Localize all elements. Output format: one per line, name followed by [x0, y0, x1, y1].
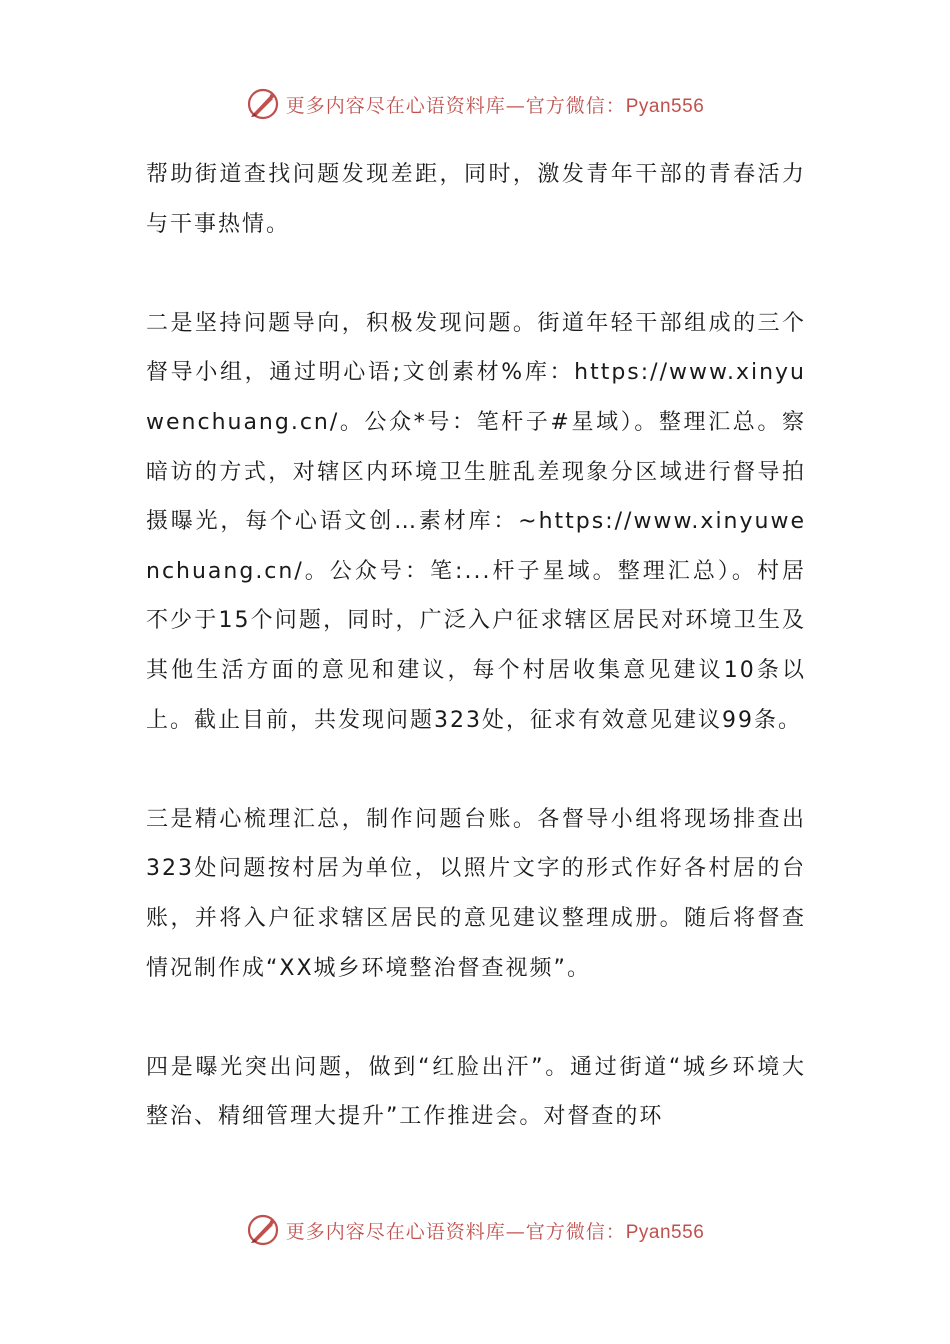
footer-banner	[0, 1210, 950, 1250]
paragraph-2: 二是坚持问题导向，积极发现问题。街道年轻干部组成的三个督导小组，通过明心语;文创素材%库：https://www.xinyuwenchuang.cn/。公众*号：笔杆子#星域）。整理汇总。察暗访的方式，对辖区内环境卫生脏乱差现象分区域进行督导拍摄曝光，每个心语文创…素材库：~https://www.xinyuwenchuang.cn/。公众号：笔:...杆子星域。整理汇总）。村居不少于15个问题，同时，广泛入户征求辖区居民对环境卫生及其他生活方面的意见和建议，每个村居收集意见建议10条以上。截止目前，共发现问题323处，征求有效意见建议99条。	[146, 310, 806, 733]
paragraph-3: 三是精心梳理汇总，制作问题台账。各督导小组将现场排查出323处问题按村居为单位，以照片文字的形式作好各村居的台账，并将入户征求辖区居民的意见建议整理成册。随后将督查情况制作成“XX城乡环境整治督查视频”。	[146, 806, 806, 981]
header-banner	[0, 84, 950, 124]
footer-wechat-id: Pyan556	[625, 1221, 705, 1243]
header-wechat-id: Pyan556	[625, 95, 705, 117]
footer-banner-text: 更多内容尽在心语资料库—官方微信：Pyan556	[285, 1220, 705, 1243]
paragraph-1: 帮助街道查找问题发现差距，同时，激发青年干部的青春活力与干事热情。	[146, 162, 806, 237]
pen-logo-icon	[246, 1213, 280, 1247]
paragraph-4: 四是曝光突出问题，做到“红脸出汗”。通过街道“城乡环境大整治、精细管理大提升”工作推进会。对督查的环	[146, 1054, 806, 1130]
document-body	[146, 150, 806, 1142]
header-banner-text: 更多内容尽在心语资料库—官方微信：Pyan556	[285, 94, 705, 117]
pen-logo-icon	[246, 87, 280, 121]
